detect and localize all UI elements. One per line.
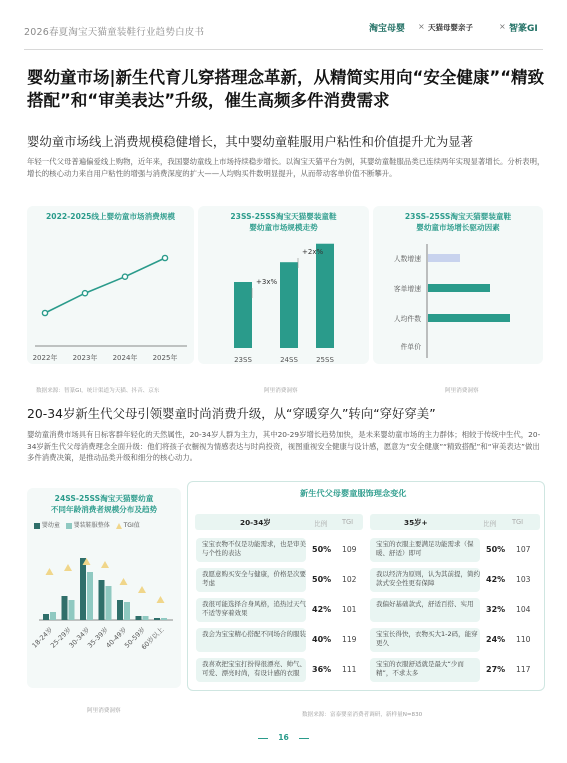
chart2-svg xyxy=(198,236,369,370)
chart2-xtick-2: 25SS xyxy=(316,356,334,364)
right-row-text: 宝宝的衣服主要满足功能需求（保暖、舒适）即可 xyxy=(376,540,474,557)
right-row-0 xyxy=(370,536,540,564)
left-row-text: 我会为宝宝精心搭配不同场合的服装 xyxy=(202,630,306,638)
chart4-xtick-2: 30-34岁 xyxy=(67,625,92,650)
chart4-tgi-point-6 xyxy=(157,596,165,603)
chart1-svg xyxy=(27,226,194,368)
chart2-title-line2: 婴幼童市场规模走势 xyxy=(249,223,318,232)
page-headline: 婴幼童市场|新生代育儿穿搭理念革新，从精简实用向“安全健康”“精致搭配”和“审美表达”升级，催生高频多件消费需求 xyxy=(27,68,545,110)
legend-label-tgi: TGI值 xyxy=(123,522,140,529)
chart4-source: 阿里消费洞察 xyxy=(87,708,121,714)
chart3-ytick-0: 人数增速 xyxy=(393,255,421,263)
chart4-xtick-3: 35-39岁 xyxy=(86,625,110,650)
right-row-1 xyxy=(370,566,540,594)
left-row-pct: 50% xyxy=(312,545,332,554)
chart4-xtick-0: 18-24岁 xyxy=(30,625,55,650)
right-tgi-header: TGI xyxy=(512,518,524,526)
chart4-legend xyxy=(34,520,140,529)
left-row-text: 我愿意购买安全与健康，价格是次要考虑 xyxy=(202,570,306,587)
left-row-0 xyxy=(196,536,366,564)
chart4-title-line2: 不同年龄消费者规模分布及趋势 xyxy=(50,505,158,514)
chart4-tgi-point-4 xyxy=(120,578,128,585)
chart2-bar-2 xyxy=(316,244,334,348)
chart4-bar-overall-3 xyxy=(106,586,112,620)
right-row-pct: 42% xyxy=(486,575,506,584)
left-row-tgi: 119 xyxy=(342,635,357,644)
chart3-ytick-1: 客单增速 xyxy=(393,285,421,293)
left-row-pct: 40% xyxy=(312,635,332,644)
chart4-title-line1: 24SS-25SS淘宝天猫婴幼童 xyxy=(54,494,154,503)
chart1-title: 2022-2025线上婴幼童市场消费规模 xyxy=(46,212,175,221)
page-number-rule-right xyxy=(299,738,309,739)
chart2-bar-1 xyxy=(280,262,298,348)
chart4-bar-infant-5 xyxy=(136,616,142,620)
left-row-pct: 42% xyxy=(312,605,332,614)
right-ratio-header: 比例 xyxy=(483,520,497,528)
chart1-point-2 xyxy=(122,274,127,279)
doc-title: 2026春夏淘宝天猫童装鞋行业趋势白皮书 xyxy=(24,27,205,38)
legend-swatch-tgi xyxy=(116,523,122,529)
chart1-point-1 xyxy=(82,291,87,296)
brand-separator: × xyxy=(418,22,425,31)
section1-title: 婴幼童市场线上消费规模稳健增长，其中婴幼童鞋服用户粘性和价值提升尤为显著 xyxy=(27,134,474,149)
chart4-tgi-point-5 xyxy=(138,586,146,593)
left-row-text: 我很可能选择合身风格，追热过天气不适等穿着效果 xyxy=(202,600,306,617)
legend-swatch-infant xyxy=(34,523,40,529)
chart3-bar-2 xyxy=(428,314,510,322)
chart4-tgi-point-1 xyxy=(64,564,72,571)
left-row-1 xyxy=(196,566,366,594)
left-ratio-header: 比例 xyxy=(314,520,328,528)
chart2-annotation-0: +3x% xyxy=(256,278,278,286)
chart3-title-line1: 23SS-25SS淘宝天猫婴装童鞋 xyxy=(404,212,512,221)
chart1-xtick-0: 2022年 xyxy=(32,354,58,362)
chart1-xtick-1: 2023年 xyxy=(72,354,98,362)
chart4-bar-infant-1 xyxy=(62,596,68,620)
left-row-tgi: 111 xyxy=(342,665,357,674)
chart3-bar-0 xyxy=(428,254,460,262)
section1-body: 年轻一代父母普遍偏爱线上购物，近年来，我国婴幼童线上市场持续稳步增长。以淘宝天猫平台为例，其婴幼童鞋服品类已连续两年实现显著增长。分析表明，增长的核心动力来自用户粘性的增强与消费深度的扩大——人均购买件数明显提升，从而带动客单价值不断攀升。 xyxy=(27,157,545,178)
chart3-svg xyxy=(373,236,543,366)
left-row-3 xyxy=(196,626,366,654)
chart4-bar-overall-2 xyxy=(87,572,93,620)
chart1-point-0 xyxy=(42,310,47,315)
brand-taobao-muying: 淘宝母婴 xyxy=(369,24,406,34)
chart4-bar-infant-4 xyxy=(117,600,123,620)
chart4-bar-overall-1 xyxy=(69,600,75,620)
chart3-ytick-2: 人均件数 xyxy=(393,315,421,323)
chart4-bar-overall-6 xyxy=(161,618,167,620)
right-row-pct: 32% xyxy=(486,605,506,614)
chart4-xtick-4: 40-49岁 xyxy=(104,625,129,650)
page-header xyxy=(0,0,567,55)
right-row-pct: 27% xyxy=(486,665,506,674)
brand-tmall-muying: 天猫母婴亲子 xyxy=(428,23,473,32)
chart4-bar-overall-4 xyxy=(124,602,130,620)
chart2-source: 阿里消费洞察 xyxy=(264,388,298,394)
left-row-pct: 36% xyxy=(312,665,332,674)
chart4-xtick-6: 60岁以上 xyxy=(139,625,166,652)
section2-body: 婴幼童消费市场具有日标客群年轻化的天然属性，20-34岁人群为主力，其中20-29岁增长趋势加快，是未来婴幼童市场的主力群体；相较于传统中生代，20-34岁新生代父母消费理念全面升级：他们将孩子衣橱视为情感表达与时尚投资，视图重视安全健康与设计感，愿意为“安全健康”“精致搭配”和“审美表达”做出多件消费决策，是推动品类升级和细分的核心动力。 xyxy=(27,430,541,463)
left-row-tgi: 101 xyxy=(342,605,357,614)
chart4-xtick-5: 50-59岁 xyxy=(123,625,147,650)
chart4-bar-infant-2 xyxy=(80,558,86,620)
chart2-title-line1: 23SS-25SS淘宝天猫婴装童鞋 xyxy=(230,212,337,221)
chart1-xtick-2: 2024年 xyxy=(112,354,138,362)
left-row-tgi: 102 xyxy=(342,575,357,584)
right-row-text: 我以经济为原则，认为其前提，简约款式安全性更有保障 xyxy=(376,570,480,587)
chart4-svg xyxy=(27,530,181,680)
chart4-bar-infant-0 xyxy=(43,614,49,620)
chart4-tgi-point-0 xyxy=(46,568,54,575)
left-row-pct: 50% xyxy=(312,575,332,584)
left-col-header-bg xyxy=(195,514,363,530)
brand-separator-2: × xyxy=(499,22,506,31)
left-tgi-header: TGI xyxy=(342,518,354,526)
right-row-text: 宝宝的衣服舒适就是最大“少而精”，不求太多 xyxy=(376,660,464,677)
chart3-source: 阿里消费洞察 xyxy=(445,388,479,394)
chart4-xtick-1: 25-29岁 xyxy=(49,625,73,650)
right-row-pct: 50% xyxy=(486,545,506,554)
right-row-3 xyxy=(370,626,540,654)
chart3-bar-1 xyxy=(428,284,490,292)
right-row-tgi: 110 xyxy=(516,635,531,644)
right-row-tgi: 107 xyxy=(516,545,531,554)
chart3-ytick-3: 件单价 xyxy=(400,343,421,351)
chart2-annotation-1: +2x% xyxy=(302,248,324,256)
chart1-xtick-3: 2025年 xyxy=(152,354,178,362)
chart4-bar-overall-5 xyxy=(143,616,149,620)
left-row-text: 宝宝衣物不仅是功能需求，也是审美与个性的表达 xyxy=(202,540,306,557)
right-row-pct: 24% xyxy=(486,635,506,644)
right-row-tgi: 103 xyxy=(516,575,531,584)
right-col-header: 35岁+ xyxy=(404,518,428,527)
right-row-2 xyxy=(370,596,540,624)
chart3-title-line2: 婴幼童市场增长驱动因素 xyxy=(416,223,500,232)
table-source: 数据来源：富泰婴童消费者调研，新样量N=830 xyxy=(302,712,423,718)
right-row-tgi: 117 xyxy=(516,665,531,674)
right-row-text: 宝宝长得快，衣物买大1-2码，能穿更久 xyxy=(376,630,478,647)
chart4-tgi-point-3 xyxy=(101,561,109,568)
left-row-text: 我喜欢把宝宝打扮得很漂亮、帅气、可爱、漂亮时尚，有设计感的衣服 xyxy=(202,660,306,677)
header-rule xyxy=(24,49,543,50)
right-row-tgi: 104 xyxy=(516,605,531,614)
chart2-xtick-0: 23SS xyxy=(234,356,252,364)
chart4-bar-infant-3 xyxy=(99,580,105,620)
chart2-bar-0 xyxy=(234,282,252,348)
left-row-4 xyxy=(196,656,366,684)
chart1-source: 数据来源：智篆GI，统计渠道为天猫、抖音、京东 xyxy=(36,388,160,394)
legend-label-overall: 婴装鞋服整体 xyxy=(73,522,110,529)
table-title: 新生代父母婴童服饰理念变化 xyxy=(300,488,407,498)
chart2-xtick-1: 24SS xyxy=(280,356,298,364)
page-number: 16 xyxy=(278,733,289,742)
right-row-text: 我偏好基础款式，舒适百搭、实用 xyxy=(376,600,474,608)
right-row-4 xyxy=(370,656,540,684)
chart1-series-line xyxy=(45,258,165,313)
chart4-bar-overall-0 xyxy=(50,612,56,620)
chart4-bar-infant-6 xyxy=(154,618,160,620)
legend-swatch-overall xyxy=(66,523,72,529)
section2-title: 20-34岁新生代父母引领婴童时尚消费升级，从“穿暖穿久”转向“穿好穿美” xyxy=(27,406,436,421)
chart1-point-3 xyxy=(162,255,167,260)
left-row-2 xyxy=(196,596,366,624)
left-row-tgi: 109 xyxy=(342,545,357,554)
left-col-header: 20-34岁 xyxy=(240,518,271,527)
brand-zhizhuan-gi: 智篆GI xyxy=(509,24,538,34)
legend-label-infant: 婴幼童 xyxy=(41,522,60,529)
